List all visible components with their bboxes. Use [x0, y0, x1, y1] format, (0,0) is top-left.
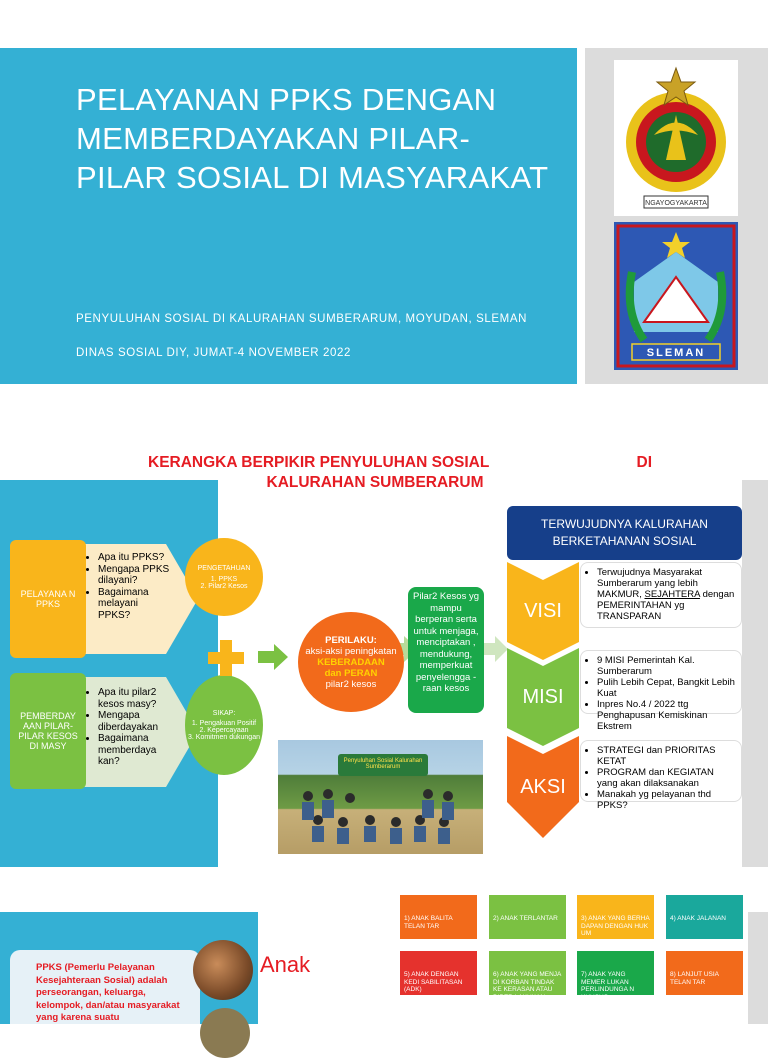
- plus-icon: [206, 638, 246, 678]
- ppks-tile: 2) ANAK TERLANTAR: [489, 895, 566, 939]
- question-item: • Mengapa PPKS dilayani?: [98, 564, 170, 587]
- ppks-tile-grid: [400, 895, 768, 1024]
- visi-text-part: dengan PEMERINTAHAN yg TRANSPARAN: [597, 589, 735, 622]
- ppks-tile: 8) LANJUT USIA TELAN TAR: [666, 951, 743, 995]
- yogyakarta-emblem: [614, 60, 738, 216]
- aksi-chevron: [507, 736, 579, 838]
- visi-card: [580, 562, 742, 628]
- framework-title-di: DI: [636, 454, 652, 471]
- aksi-item: • STRATEGI dan PRIORITAS KETAT: [597, 745, 735, 767]
- sleman-emblem: [614, 222, 738, 370]
- framework-slide-right-band: [742, 480, 768, 867]
- pengetahuan-item: 1. PPKS: [210, 575, 238, 583]
- questions-arrow-1: [80, 538, 198, 660]
- children-photo: [193, 940, 253, 1000]
- box-pemberdayaan-pilar: PEMBERDAY AAN PILAR-PILAR KESOS DI MASY: [10, 673, 86, 789]
- question-item: • Bagaimana melayani PPKS?: [98, 587, 170, 622]
- misi-label: MISI: [522, 686, 564, 708]
- ppks-tile: 1) ANAK BALITA TELAN TAR: [400, 895, 477, 939]
- question-item: • Apa itu PPKS?: [98, 552, 170, 564]
- misi-item: • Inpres No.4 / 2022 ttg Penghapusan Kemiskinan Ekstrem: [597, 699, 735, 732]
- visi-label: VISI: [524, 600, 562, 622]
- aksi-card: [580, 740, 742, 811]
- circle-sikap: [185, 675, 263, 775]
- sikap-item: 2. Kepercayaan: [199, 726, 249, 734]
- aksi-item: • PROGRAM dan KEGIATAN yang akan dilaksanakan: [597, 767, 735, 789]
- ppks-slide-right-band: [748, 912, 768, 1024]
- ppks-definition: PPKS (Pemerlu Pelayanan Kesejahteraan Sosial) adalah perseorangan, keluarga, kelompok, dan/atau masyarakat yang karena suatu: [36, 962, 180, 1023]
- perilaku-line: pilar2 kesos: [325, 678, 377, 690]
- sikap-item: 1. Pengakuan Positif: [191, 719, 257, 727]
- framework-title-line2: KALURAHAN SUMBERARUM: [266, 474, 484, 491]
- perilaku-line: KEBERADAAN: [317, 656, 385, 668]
- misi-chevron: [507, 648, 579, 746]
- circle-perilaku: [298, 612, 404, 712]
- sikap-title: SIKAP:: [212, 709, 236, 717]
- pengetahuan-title: PENGETAHUAN: [197, 564, 251, 572]
- misi-item: • Pulih Lebih Cepat, Bangkit Lebih Kuat: [597, 677, 735, 699]
- perilaku-title: PERILAKU:: [325, 634, 377, 646]
- arrow-right-icon: [258, 644, 288, 670]
- goal-banner: TERWUJUDNYA KALURAHAN BERKETAHANAN SOSIAL: [507, 506, 742, 560]
- ppks-tile: 3) ANAK YANG BERHA DAPAN DENGAN HUK UM: [577, 895, 654, 939]
- aksi-item: • Manakah yg pelayanan thd PPKS?: [597, 789, 735, 811]
- perilaku-line: dan PERAN: [324, 667, 378, 679]
- circle-pengetahuan: [185, 538, 263, 616]
- elderly-photo: [200, 1008, 250, 1058]
- pilar-kesos-box: Pilar2 Kesos yg mampu berperan serta untuk menjaga, menciptakan , mendukung, memperkuat penyelengga -raan kesos: [408, 587, 484, 713]
- slide-subtitle: PENYULUHAN SOSIAL DI KALURAHAN SUMBERARUM, MOYUDAN, SLEMAN: [76, 313, 528, 325]
- ppks-tile: 6) ANAK YANG MENJA DI KORBAN TINDAK KE KERASAN ATAU DIPER LAKUKAN SALAH: [489, 951, 566, 995]
- arrow-right-icon: [482, 636, 508, 662]
- question-item: • Apa itu pilar2 kesos masy?: [98, 687, 170, 710]
- photo-banner: Penyuluhan Sosial Kalurahan Sumberarum: [338, 754, 428, 776]
- svg-text:NGAYOGYAKARTA: NGAYOGYAKARTA: [645, 200, 707, 207]
- framework-title-line1: KERANGKA BERPIKIR PENYULUHAN SOSIAL: [148, 454, 490, 471]
- slide-title: PELAYANAN PPKS DENGAN MEMBERDAYAKAN PILAR-PILAR SOSIAL DI MASYARAKAT: [76, 82, 549, 195]
- visi-text: [597, 567, 735, 622]
- ppks-tile: 5) ANAK DENGAN KEDI SABILITASAN (ADK): [400, 951, 477, 995]
- ppks-tile: 7) ANAK YANG MEMER LUKAN PERLINDUNGA N KHUSUS: [577, 951, 654, 995]
- questions-list-1: [80, 548, 198, 625]
- question-item: • Bagaimana memberdaya kan?: [98, 733, 170, 768]
- anak-label: Anak: [260, 952, 311, 977]
- framework-title: [120, 453, 660, 493]
- pengetahuan-item: 2. Pilar2 Kesos: [200, 582, 248, 590]
- perilaku-line: aksi-aksi peningkatan: [305, 645, 397, 657]
- box-pelayanan-ppks: PELAYANA N PPKS: [10, 540, 86, 658]
- questions-arrow-2: [80, 671, 198, 793]
- ppks-tile: 4) ANAK JALANAN: [666, 895, 743, 939]
- misi-item: • 9 MISI Pemerintah Kal. Sumberarum: [597, 655, 735, 677]
- question-item: • Mengapa diberdayakan: [98, 710, 170, 733]
- slide-subtitle-date: DINAS SOSIAL DIY, JUMAT-4 NOVEMBER 2022: [76, 347, 351, 359]
- misi-card: [580, 650, 742, 732]
- visi-text-underline: SEJAHTERA: [644, 589, 700, 600]
- group-photo: [278, 740, 483, 854]
- sikap-item: 3. Komitmen dukungan: [188, 733, 260, 741]
- visi-chevron: [507, 562, 579, 660]
- visi-text-part: Terwujudnya Masyarakat Sumberarum yang lebih MAKMUR,: [597, 567, 703, 600]
- aksi-label: AKSI: [520, 776, 566, 798]
- questions-list-2: [80, 683, 198, 772]
- svg-text:SLEMAN: SLEMAN: [646, 347, 706, 359]
